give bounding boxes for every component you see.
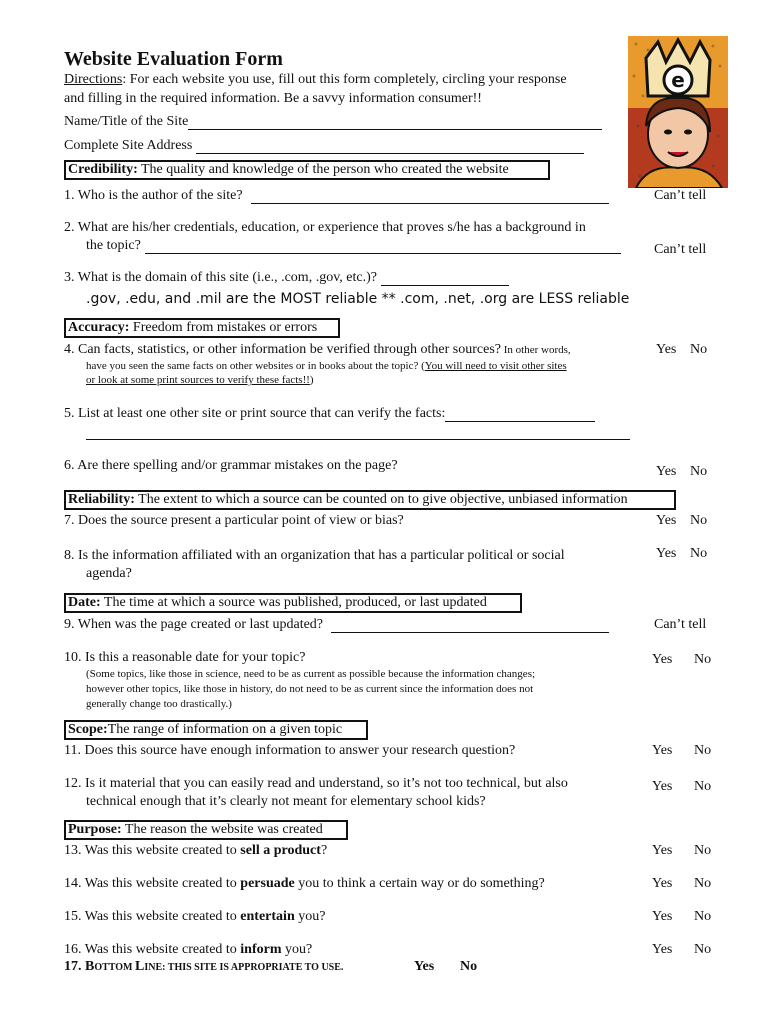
section-reliability xyxy=(64,490,676,510)
question-8-line-2: agenda? xyxy=(86,566,132,581)
credentials-field[interactable] xyxy=(145,239,621,254)
question-17-a: 17. B xyxy=(64,959,95,974)
question-17-b: OTTOM xyxy=(94,962,135,973)
q12-yes[interactable]: Yes xyxy=(652,779,673,794)
question-5-text: 5. List at least one other site or print source that can verify the facts: xyxy=(64,406,446,421)
question-2-line-1: 2. What are his/her credentials, education, or experience that proves s/he has a background in xyxy=(64,220,586,235)
e-crown-logo-illustration xyxy=(628,36,728,188)
site-address-row xyxy=(64,138,584,154)
section-reliability-label: Reliability: xyxy=(68,492,135,507)
question-11: 11. Does this source have enough information to answer your research question? xyxy=(64,743,516,758)
author-field[interactable] xyxy=(251,189,609,204)
q7-no[interactable]: No xyxy=(690,513,708,528)
q14-yes[interactable]: Yes xyxy=(652,876,673,891)
question-15-pre: 15. Was this website created to xyxy=(64,909,241,924)
question-13-bold: sell a product xyxy=(240,843,321,858)
section-accuracy-desc: Freedom from mistakes or errors xyxy=(129,320,318,335)
section-credibility-label: Credibility: xyxy=(68,162,138,177)
question-4-note-d: ) xyxy=(309,374,314,386)
question-4-note-underline: You will need to visit other sites xyxy=(424,360,567,372)
question-1 xyxy=(64,188,609,204)
question-16-post: you? xyxy=(281,942,313,957)
question-15-post: you? xyxy=(294,909,326,924)
section-date xyxy=(64,593,522,613)
question-8-line-1: 8. Is the information affiliated with an organization that has a particular political or social xyxy=(64,548,565,563)
section-date-desc: The time at which a source was published, produced, or last updated xyxy=(100,595,487,610)
question-3-text: 3. What is the domain of this site (i.e., .com, .gov, etc.)? xyxy=(64,270,377,285)
question-15-bold: entertain xyxy=(240,909,295,924)
q8-yes[interactable]: Yes xyxy=(656,546,677,561)
question-16 xyxy=(64,942,312,958)
site-name-label: Name/Title of the Site xyxy=(64,114,189,129)
q7-yes[interactable]: Yes xyxy=(656,513,677,528)
section-credibility-desc: The quality and knowledge of the person who created the website xyxy=(137,162,509,177)
section-accuracy-label: Accuracy: xyxy=(68,320,130,335)
q15-yes[interactable]: Yes xyxy=(652,909,673,924)
section-scope-desc: The range of information on a given topic xyxy=(107,722,343,737)
question-4-text: 4. Can facts, statistics, or other information be verified through other sources? xyxy=(64,342,501,357)
question-13-post: ? xyxy=(320,843,328,858)
site-name-field[interactable] xyxy=(188,115,602,130)
site-address-label: Complete Site Address xyxy=(64,138,193,153)
q17-yes[interactable]: Yes xyxy=(414,959,435,974)
question-1-text: 1. Who is the author of the site? xyxy=(64,188,243,203)
q17-no[interactable]: No xyxy=(460,959,478,974)
q14-no[interactable]: No xyxy=(694,876,712,891)
domain-reliability-note: .gov, .edu, and .mil are the MOST reliable ** .com, .net, .org are LESS reliable xyxy=(86,291,630,307)
question-4-note-a: In other words, xyxy=(501,344,571,356)
question-10: 10. Is this a reasonable date for your topic? xyxy=(64,650,306,665)
question-14 xyxy=(64,876,545,892)
q10-yes[interactable]: Yes xyxy=(652,652,673,667)
site-address-field[interactable] xyxy=(196,139,584,154)
verify-source-field-2[interactable] xyxy=(86,425,630,440)
question-10-note-2: however other topics, like those in history, do not need to be as current since the information does not xyxy=(86,683,534,695)
q11-no[interactable]: No xyxy=(694,743,712,758)
section-date-label: Date: xyxy=(68,595,101,610)
question-13 xyxy=(64,843,327,859)
question-14-pre: 14. Was this website created to xyxy=(64,876,241,891)
q4-yes[interactable]: Yes xyxy=(656,342,677,357)
q6-no[interactable]: No xyxy=(690,464,708,479)
question-12-line-1: 12. Is it material that you can easily read and understand, so it’s not too technical, but also xyxy=(64,776,568,791)
question-17 xyxy=(64,959,343,975)
verify-source-field-1[interactable] xyxy=(445,407,595,422)
question-10-note-1: (Some topics, like those in science, need to be as current as possible because the information changes; xyxy=(86,668,536,680)
section-credibility xyxy=(64,160,550,180)
question-17-e: HIS SITE IS APPROPRIATE TO USE. xyxy=(174,962,344,973)
question-5-line-2 xyxy=(86,424,630,440)
q6-yes[interactable]: Yes xyxy=(656,464,677,479)
question-9-text: 9. When was the page created or last updated? xyxy=(64,617,324,632)
directions-line-2: and filling in the required information. Be a savvy information consumer!! xyxy=(64,91,482,106)
section-scope xyxy=(64,720,368,740)
section-accuracy xyxy=(64,318,340,338)
question-4-note-b: have you seen the same facts on other websites or in books about the topic? ( xyxy=(86,360,425,372)
question-14-bold: persuade xyxy=(240,876,295,891)
question-10-note-3: generally change too drastically.) xyxy=(86,698,232,710)
question-15 xyxy=(64,909,325,925)
section-purpose-desc: The reason the website was created xyxy=(121,822,323,837)
svg-text:e: e xyxy=(671,68,685,92)
question-4 xyxy=(64,342,571,358)
q16-no[interactable]: No xyxy=(694,942,712,957)
directions-label: Directions xyxy=(64,72,123,87)
question-5 xyxy=(64,406,595,422)
q15-no[interactable]: No xyxy=(694,909,712,924)
q11-yes[interactable]: Yes xyxy=(652,743,673,758)
question-9 xyxy=(64,617,609,633)
question-16-pre: 16. Was this website created to xyxy=(64,942,241,957)
q12-no[interactable]: No xyxy=(694,779,712,794)
question-16-bold: inform xyxy=(240,942,282,957)
domain-field[interactable] xyxy=(381,271,509,286)
question-17-d: INE: T xyxy=(144,962,175,973)
section-purpose xyxy=(64,820,348,840)
q13-yes[interactable]: Yes xyxy=(652,843,673,858)
page-title: Website Evaluation Form xyxy=(64,48,283,70)
q1-cant-tell[interactable]: Can’t tell xyxy=(654,188,707,203)
question-12-line-2: technical enough that it’s clearly not meant for elementary school kids? xyxy=(86,794,486,809)
question-17-c: L xyxy=(135,959,145,974)
question-4-note-line-1 xyxy=(86,360,567,372)
question-4-note-underline-2: or look at some print sources to verify these facts!! xyxy=(86,374,310,386)
question-14-post: you to think a certain way or do something? xyxy=(294,876,545,891)
question-6: 6. Are there spelling and/or grammar mistakes on the page? xyxy=(64,458,398,473)
q10-no[interactable]: No xyxy=(694,652,712,667)
site-name-row xyxy=(64,114,602,130)
q13-no[interactable]: No xyxy=(694,843,712,858)
question-2-line-2 xyxy=(86,238,621,254)
q9-cant-tell[interactable]: Can’t tell xyxy=(654,617,707,632)
q16-yes[interactable]: Yes xyxy=(652,942,673,957)
date-field[interactable] xyxy=(331,618,609,633)
question-2-text: the topic? xyxy=(86,238,141,253)
q4-no[interactable]: No xyxy=(690,342,708,357)
directions-text-1: : For each website you use, fill out this form completely, circling your response xyxy=(122,72,567,87)
question-13-pre: 13. Was this website created to xyxy=(64,843,241,858)
q8-no[interactable]: No xyxy=(690,546,708,561)
section-scope-label: Scope: xyxy=(68,722,108,737)
question-3 xyxy=(64,270,509,286)
section-purpose-label: Purpose: xyxy=(68,822,122,837)
directions-line-1 xyxy=(64,72,567,88)
q2-cant-tell[interactable]: Can’t tell xyxy=(654,242,707,257)
section-reliability-desc: The extent to which a source can be counted on to give objective, unbiased information xyxy=(134,492,628,507)
question-4-note-line-2 xyxy=(86,374,314,386)
question-7: 7. Does the source present a particular point of view or bias? xyxy=(64,513,404,528)
